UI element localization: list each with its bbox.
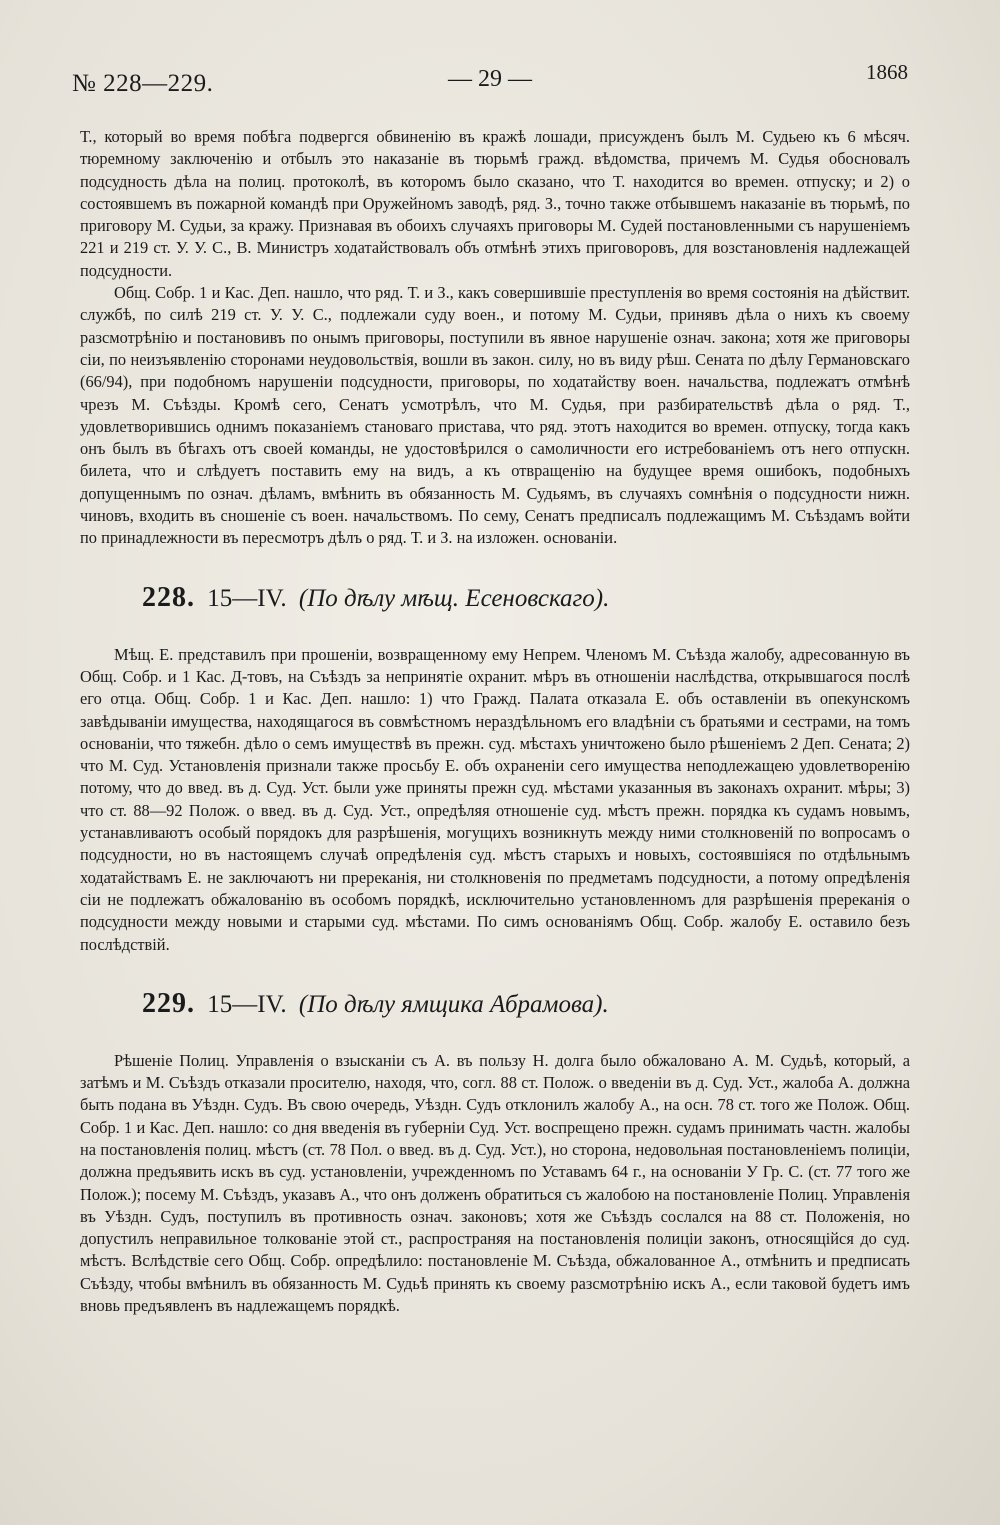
case-229-heading — [142, 989, 910, 1020]
case-range: № 228—229. — [72, 70, 214, 97]
case-229-title: (По дѣлу ямщика Абрамова). — [298, 990, 609, 1018]
page-body — [80, 126, 910, 1317]
case-229-text: Рѣшеніе Полиц. Управленія о взысканіи съ А. въ пользу Н. долга было обжаловано А. М. Судьѣ, который, а затѣмъ и М. Съѣздъ отказали просителю, находя, что, согл. 88 ст. Полож. о введеніи въ д. Суд. Уст., жалоба А. должна быть подана въ Уѣздн. Судъ. Въ свою очередь, Уѣздн. Судъ отклонилъ жалобу А., на осн. 78 ст. того же Полож. Общ. Собр. 1 и Кас. Деп. нашло: со дня введенія въ губерніи Суд. Уст. воспрещено прежн. судамъ принимать частн. жалобы на постановленія полиц. мѣстъ (ст. 78 Пол. о введ. въ д. Суд. Уст.), но сторона, недовольная постановленіемъ полиціи, должна предъявить искъ въ суд. установленіи, учрежденномъ по Уставамъ 64 г., на основаніи У Гр. С. (ст. 77 того же Полож.); посему М. Съѣздъ, указавъ А., что онъ долженъ обратиться съ жалобою на постановленіе Полиц. Управленія въ Уѣздн. Судъ, поступилъ въ противность означ. законовъ; хотя же Съѣздъ сослался на 88 ст. Положенія, но допустилъ неправильное толкованіе этой ст., распространяя на постановленія полиціи законъ, относящійся до суд. мѣстъ. Вслѣдствіе сего Общ. Собр. опредѣлило: постановленіе М. Съѣзда, обжалованное А., отмѣнить и предписать Съѣзду, чтобы вмѣнилъ въ обязанность М. Судьѣ принять къ своему разсмотрѣнію искъ А., если таковой будетъ имъ вновь предъявленъ въ надлежащемъ порядкѣ. — [80, 1050, 910, 1316]
case-228-date: 15—IV. — [207, 584, 287, 612]
case-228-title: (По дѣлу мѣщ. Есеновскаго). — [298, 584, 610, 612]
case-228-text: Мѣщ. Е. представилъ при прошеніи, возвращенному ему Непрем. Членомъ М. Съѣзда жалобу, адресованную въ Общ. Собр. и 1 Кас. Д-товъ, на Съѣздъ за непринятіе охранит. мѣръ въ отношеніи наслѣдства, открывшагося послѣ его отца. Общ. Собр. 1 и Кас. Деп. нашло: 1) что Гражд. Палата отказала Е. объ оставленіи въ опекунскомъ завѣдываніи имущества, находящагося въ совмѣстномъ нераздѣльномъ его владѣніи съ братьями и сестрами, на томъ основаніи, что тяжебн. дѣло о семъ имуществѣ въ прежн. суд. мѣстахъ уничтожено было рѣшеніемъ 2 Деп. Сената; 2) что М. Суд. Установленія признали также просьбу Е. объ охраненіи сего имущества неподлежащею удовлетворенію потому, что до введ. въ д. Суд. Уст. были уже приняты прежн суд. мѣстами указанныя въ законахъ охранит. мѣры; 3) что ст. 88—92 Полож. о введ. въ д. Суд. Уст., опредѣляя отношеніе суд. мѣстъ прежн. порядка къ судамъ новымъ, устанавливаютъ особый порядокъ для разрѣшенія, могущихъ возникнуть между ними столкновеній по вопросамъ о подсудности, но въ настоящемъ случаѣ опредѣленія суд. мѣстъ старыхъ и новыхъ, состоявшіяся по отдѣльнымъ ходатайствамъ Е. не заключаютъ ни пререканія, ни столкновенія по предметамъ подсудности, а потому опредѣленія сіи не подлежатъ обжалованію въ особомъ порядкѣ, исключительно установленномъ для разрѣшенія пререканія о подсудности между новыми и старыми суд. мѣстами. По симъ основаніямъ Общ. Собр. жалобу Е. оставило безъ послѣдствій. — [80, 644, 910, 954]
case-228-heading — [142, 583, 910, 614]
case-229-date: 15—IV. — [207, 990, 287, 1018]
case-228-number: 228. — [142, 581, 195, 613]
continuation-paragraph-2: Общ. Собр. 1 и Кас. Деп. нашло, что ряд. Т. и З., какъ совершившіе преступленія во время состоянія на дѣйствит. службѣ, по силѣ 219 ст. У. У. С., подлежали суду воен., и потому М. Судьи, принявъ дѣла о нихъ къ своему разсмотрѣнію и постановивъ по онымъ приговоры, поступили въ явное нарушеніе означ. закона; хотя же приговоры сіи, по неизъявленію сторонами неудовольствія, вошли въ закон. силу, но въ виду рѣш. Сената по дѣлу Германовскаго (66/94), при подобномъ нарушеніи подсудности, приговоры, по ходатайству воен. начальства, подлежатъ отмѣнѣ чрезъ М. Съѣзды. Кромѣ сего, Сенатъ усмотрѣлъ, что М. Судья, при разбирательствѣ дѣла о ряд. Т., удовлетворившись однимъ показаніемъ становаго пристава, что ряд. этотъ находится во времен. отпуску, тогда какъ онъ былъ въ бѣгахъ отъ своей команды, не удостовѣрился о самоличности его истребованіемъ отъ него отпускн. билета, что и слѣдуетъ поставить ему на видъ, а къ отвращенію на будущее время ошибокъ, подобныхъ допущеннымъ по означ. дѣламъ, вмѣнить въ обязанность М. Судьямъ, въ случаяхъ сомнѣнія о подсудности нижн. чиновъ, входить въ сношеніе съ воен. начальствомъ. По сему, Сенатъ предписалъ подлежащимъ М. Съѣздамъ войти по принадлежности въ пересмотръ дѣлъ о ряд. Т. и З. на изложен. основаніи. — [80, 283, 910, 548]
continuation-paragraph-1: Т., который во время побѣга подвергся обвиненію въ кражѣ лошади, присужденъ былъ М. Судьею къ 6 мѣсяч. тюремному заключенію и отбылъ это наказаніе въ тюрьмѣ гражд. вѣдомства, причемъ М. Судья обосновалъ подсудность дѣла на полиц. протоколѣ, въ которомъ было сказано, что Т. находится во времен. отпуску; и 2) о состоявшемъ въ пожарной командѣ при Оружейномъ заводѣ, ряд. З., точно также отбывшемъ наказаніе въ тюрьмѣ, по приговору М. Судьи, за кражу. Признавая въ обоихъ случаяхъ приговоры М. Судей постановленными съ нарушеніемъ 221 и 219 ст. У. У. С., В. Министръ ходатайствовалъ объ отмѣнѣ этихъ приговоровъ, для возстановленія надлежащей подсудности. — [80, 127, 910, 280]
page-header — [72, 60, 908, 104]
case-229-number: 229. — [142, 987, 195, 1019]
year: 1868 — [866, 60, 908, 84]
page-number: — 29 — — [448, 66, 532, 92]
